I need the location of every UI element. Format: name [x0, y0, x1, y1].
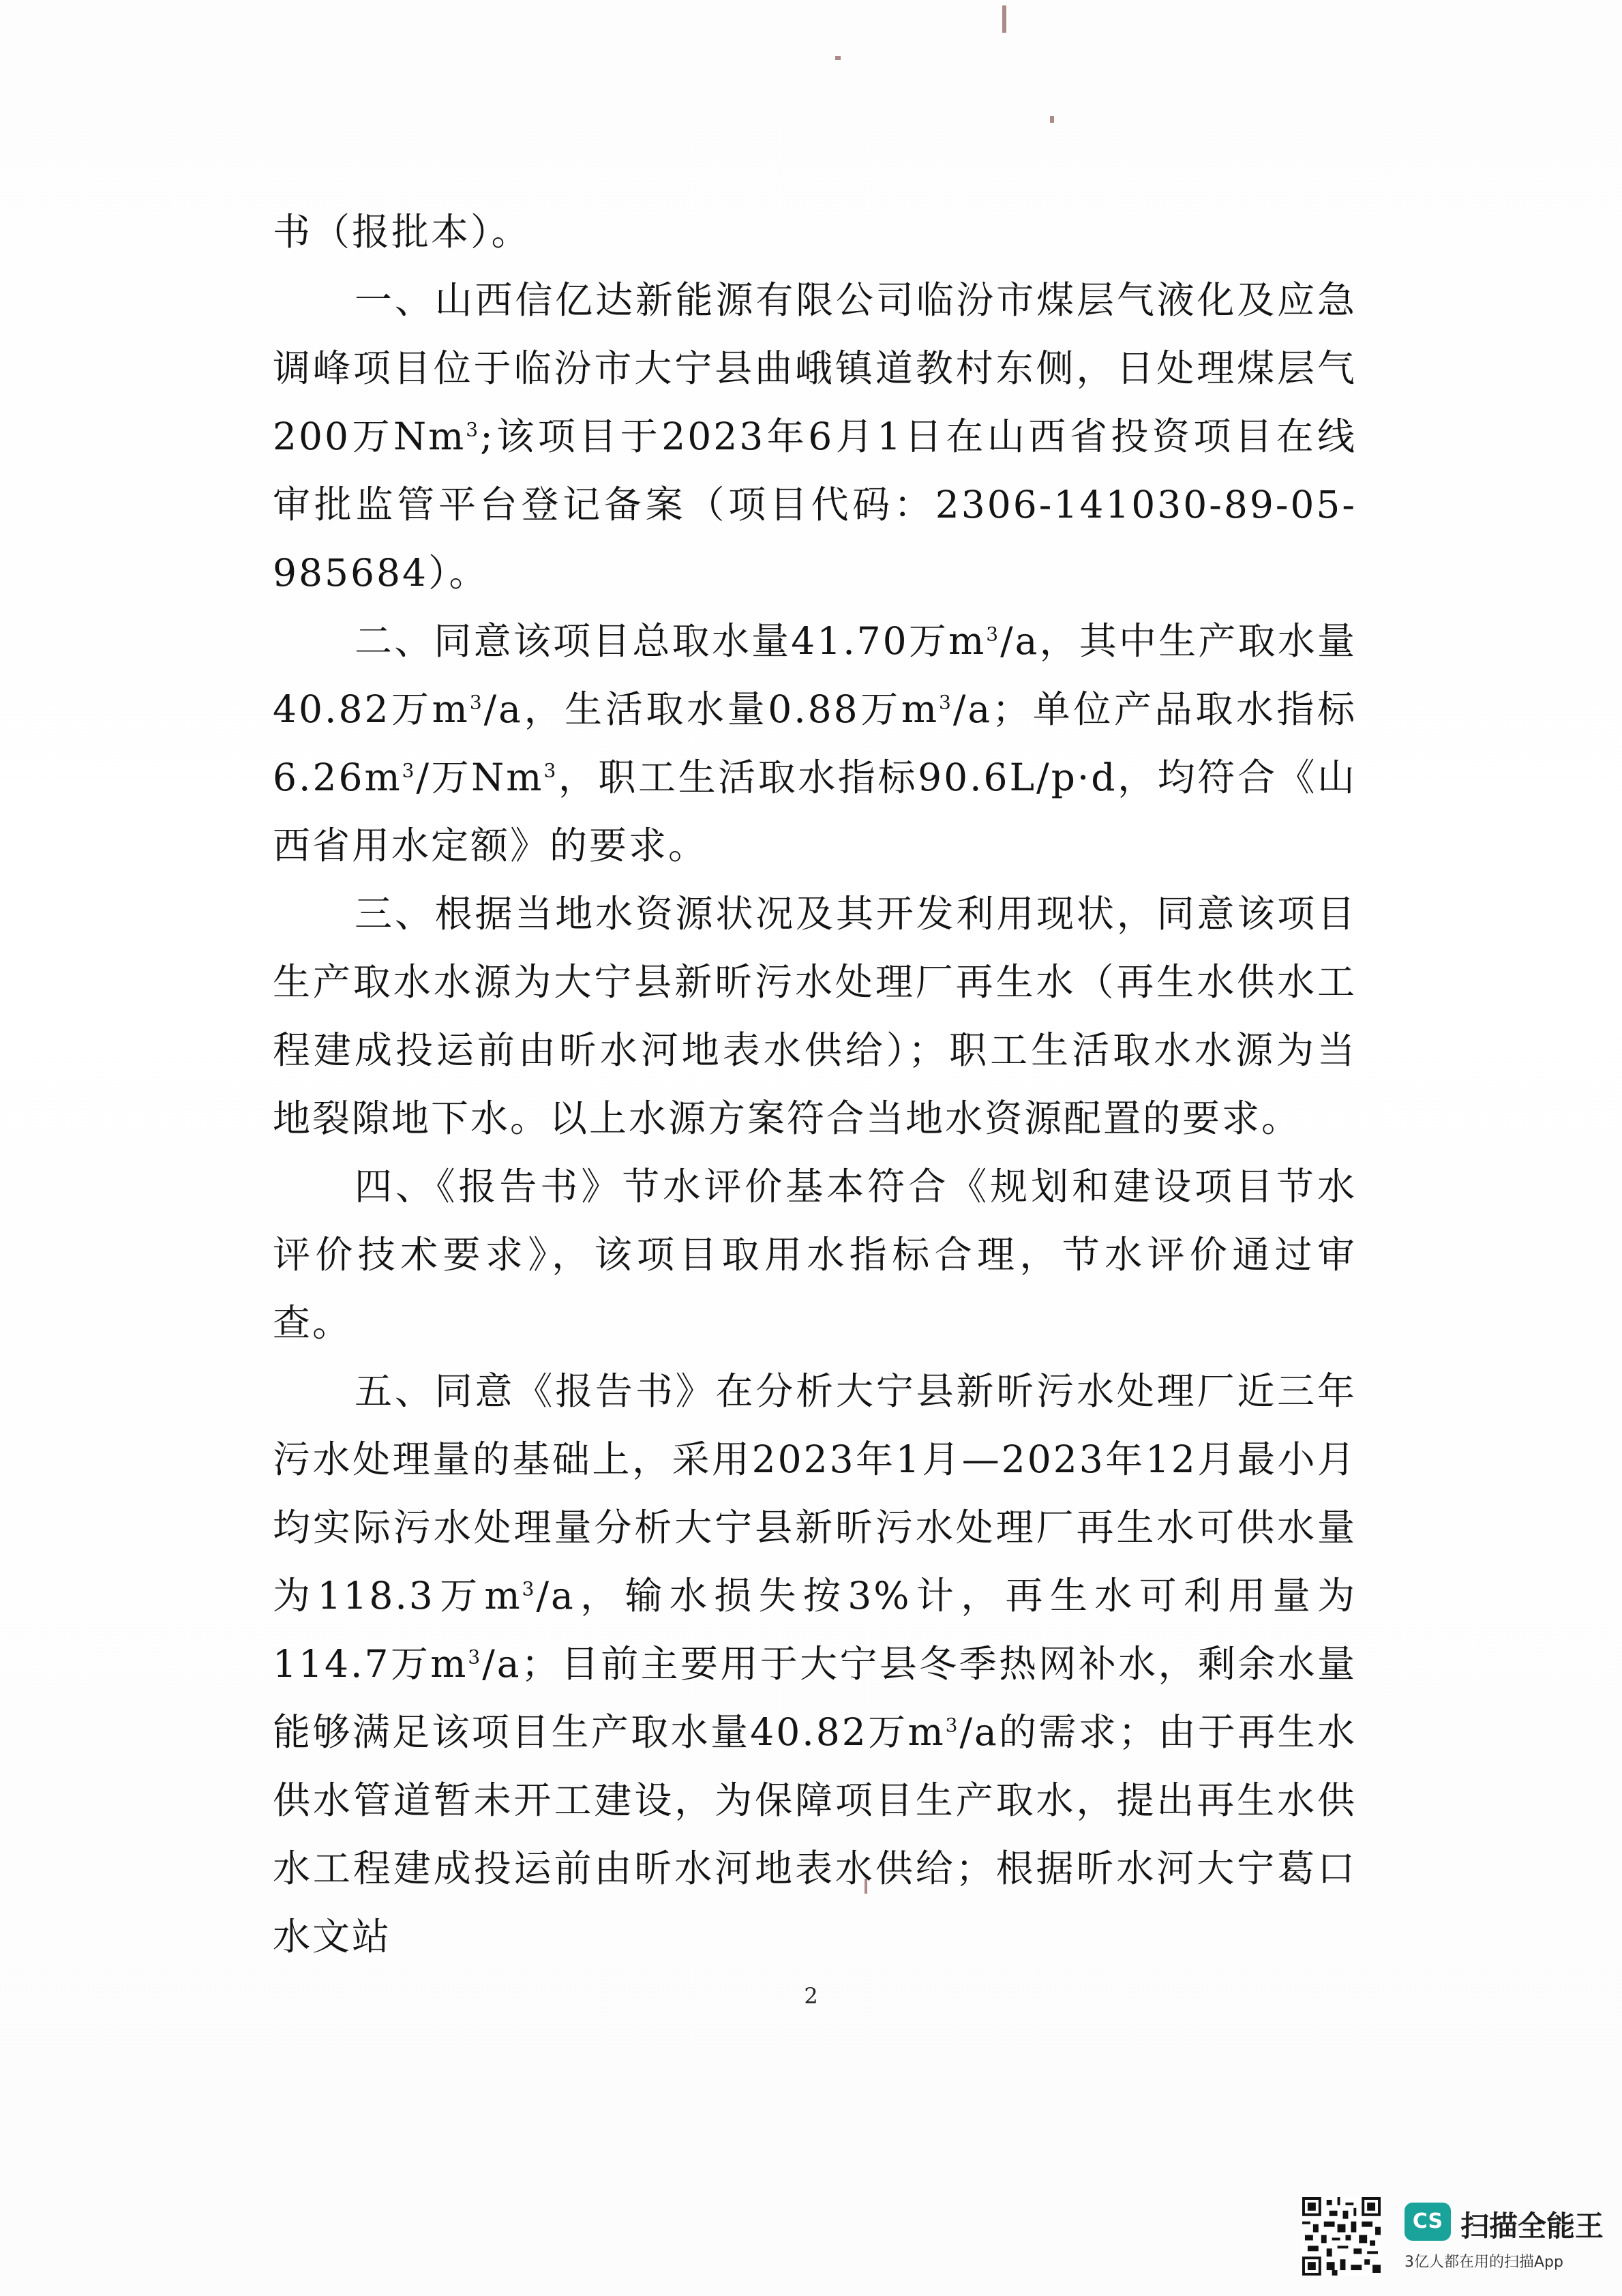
superscript: 3 [986, 623, 1001, 646]
superscript: 3 [945, 1714, 960, 1737]
superscript: 3 [402, 759, 417, 782]
superscript: 3 [543, 759, 558, 782]
camscanner-watermark [1302, 2197, 1602, 2279]
paragraph [273, 880, 1357, 1152]
paragraph [273, 1357, 1357, 1971]
paragraph-text: /a的需求；由于再生水供水管道暂未开工建设，为保障项目生产取水，提出再生水供水工程建成投运前由昕水河地表水供给；根据昕水河大宁葛口水文站 [273, 1710, 1357, 1958]
paragraph-text: 一、山西信亿达新能源有限公司临汾市煤层气液化及应急调峰项目位于临汾市大宁县曲峨镇道教村东侧，日处理煤层气200万Nm [273, 278, 1357, 458]
superscript: 3 [939, 691, 953, 714]
paragraph-text: /万Nm [416, 756, 544, 799]
paragraph-text: 三、根据当地水资源状况及其开发利用现状，同意该项目生产取水水源为大宁县新昕污水处理厂再生水（再生水供水工程建成投运前由昕水河地表水供给）；职工生活取水水源为当地裂隙地下水。以上水源方案符合当地水资源配置的要求。 [273, 892, 1357, 1140]
camscanner-logo-icon: CS [1405, 2203, 1451, 2241]
paragraph [273, 1152, 1357, 1357]
paragraph-text: /a；目前主要用于大宁县冬季热网补水，剩余水量能够满足该项目生产取水量40.82万m [273, 1642, 1357, 1754]
paragraph-text: ，职工生活取水指标90.6L/p·d，均符合《山西省用水定额》的要求。 [273, 756, 1357, 867]
paragraph-text: 书（报批本）。 [273, 210, 531, 254]
paragraph-text: /a，输水损失按3%计，再生水可利用量为114.7万m [273, 1574, 1357, 1686]
qr-code-icon [1302, 2197, 1381, 2276]
superscript: 3 [469, 691, 484, 714]
paragraph [273, 198, 1357, 266]
document-body [273, 198, 1357, 1971]
scan-speck [1002, 5, 1006, 33]
paragraph-text: 五、同意《报告书》在分析大宁县新昕污水处理厂近三年污水处理量的基础上，采用2023年1月—2023年12月最小月均实际污水处理量分析大宁县新昕污水处理厂再生水可供水量为118.3万m [273, 1369, 1357, 1617]
paragraph-text: /a，其中生产取水量40.82万m [273, 619, 1357, 731]
watermark-title: 扫描全能王 [1460, 2209, 1604, 2243]
superscript: 3 [466, 418, 481, 441]
paragraph [273, 266, 1357, 607]
superscript: 3 [522, 1577, 537, 1600]
page-number: 2 [804, 1983, 818, 2009]
scan-speck [1050, 116, 1054, 123]
watermark-subtitle: 3亿人都在用的扫描App [1405, 2254, 1563, 2271]
paragraph-text: /a，生活取水量0.88万m [483, 687, 940, 731]
paragraph-text: 二、同意该项目总取水量41.70万m [355, 619, 987, 663]
paragraph-text: ;该项目于2023年6月1日在山西省投资项目在线审批监管平台登记备案（项目代码：2306-141030-89-05-985684）。 [273, 415, 1357, 595]
scan-speck [835, 56, 841, 60]
superscript: 3 [468, 1645, 483, 1669]
paragraph-text: 四、《报告书》节水评价基本符合《规划和建设项目节水评价技术要求》，该项目取用水指标合理，节水评价通过审查。 [273, 1165, 1357, 1345]
paragraph [273, 607, 1357, 880]
paragraph-text: /a；单位产品取水指标6.26m [273, 687, 1357, 799]
